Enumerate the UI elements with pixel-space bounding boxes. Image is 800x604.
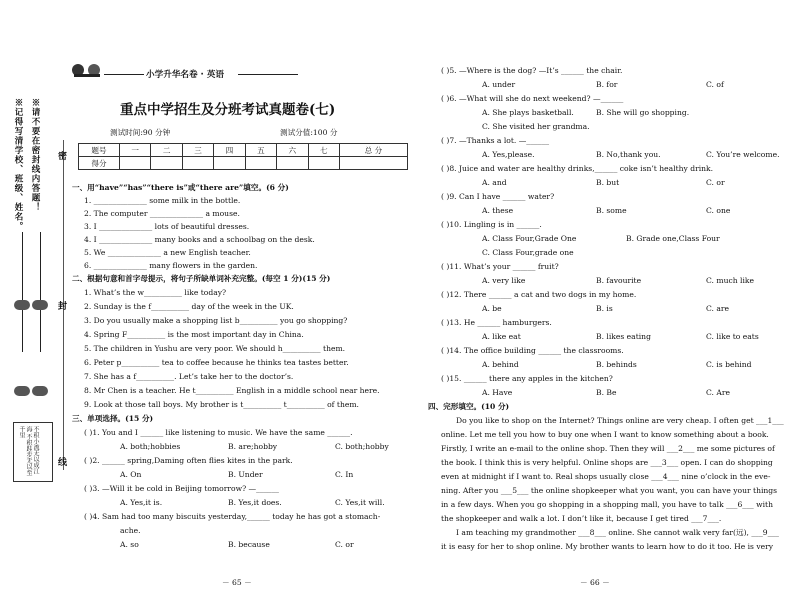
score-cell[interactable] [182, 157, 213, 170]
sec2-heading: 二、根据句意和首字母提示，将句子所缺单词补充完整。(每空 1 分)(15 分) [72, 274, 331, 283]
mc-option-a[interactable]: A. like eat [482, 332, 521, 341]
mc-option-c[interactable]: C. Yes,it will. [335, 498, 385, 507]
seal-mi: 密 [58, 152, 68, 162]
field-line-1 [22, 232, 23, 352]
seal-xian: 线 [58, 458, 68, 468]
mc-option-b[interactable]: B. Be [596, 388, 617, 397]
mc-question: ( )11. What’s your ______ fruit? [441, 262, 559, 271]
mc-option-c[interactable]: C. She visited her grandma. [482, 122, 590, 131]
sidebar-notice: ※请不要在密封线内答题！ [30, 98, 40, 212]
score-head-2: 二 [151, 144, 182, 157]
test-time: 测试时间:90 分钟 [110, 128, 171, 137]
mc-option-b[interactable]: B. but [596, 178, 620, 187]
seal-feng: 封 [58, 302, 68, 312]
mc-question: ( )15. ______ there any apples in the kitchen? [441, 374, 613, 383]
sec1-item: 3. I ______________ lots of beautiful dresses. [84, 222, 250, 231]
sec4-heading: 四、完形填空。(10 分) [428, 402, 510, 411]
mc-option-c[interactable]: C. one [706, 206, 731, 215]
cloze-line: ning. After you ___5___ the online shopkeeper what you want, you can have your things [441, 486, 778, 495]
series-title: 小学升华名卷 · 英语 [146, 70, 224, 80]
score-cell[interactable] [339, 157, 407, 170]
score-head-7: 七 [308, 144, 339, 157]
field-line-2 [40, 232, 41, 352]
mc-question: ( )13. He ______ hamburgers. [441, 318, 552, 327]
sec1-item: 5. We ______________ a new English teacher. [84, 248, 251, 257]
mc-option-b[interactable]: B. for [596, 80, 618, 89]
mc-option-b[interactable]: B. Grade one,Class Four [626, 234, 720, 243]
mc-option-b[interactable]: B. some [596, 206, 627, 215]
mc-question: ( )1. You and I ______ like listening to music. We have the same ______. [84, 428, 353, 437]
mc-question: ( )2. ______ spring,Daming often flies kites in the park. [84, 456, 293, 465]
sec2-item: 8. Mr Chen is a teacher. He t__________ English in a middle school near here. [84, 386, 380, 395]
mc-question: ( )9. Can I have ______ water? [441, 192, 555, 201]
sec2-item: 6. Peter p__________ tea to coffee because he thinks tea tastes better. [84, 358, 349, 367]
mc-question: ( )12. There ______ a cat and two dogs in my home. [441, 290, 637, 299]
mc-option-c[interactable]: C. or [335, 540, 354, 549]
mc-option-a[interactable]: A. and [482, 178, 507, 187]
sec1-heading: 一、用“have”“has”“there is”或“there are”填空。(6 分) [72, 183, 289, 192]
score-label: 得分 [79, 157, 120, 170]
sec2-item: 7. She has a f__________. Let’s take her to the doctor’s. [84, 372, 294, 381]
test-score: 测试分值:100 分 [280, 128, 338, 137]
score-head-4: 四 [214, 144, 245, 157]
mc-option-b[interactable]: B. She will go shopping. [596, 108, 690, 117]
mc-question: ( )6. —What will she do next weekend? —______ [441, 94, 624, 103]
cloze-line: Firstly, I write an e-mail to the online shop. Then they will ___2___ me some pictures of [441, 444, 775, 453]
sec2-item: 3. Do you usually make a shopping list b__________ you go shopping? [84, 316, 348, 325]
score-table [78, 143, 408, 170]
motto-text: 不积小流无以成江海 不积跬步无以至千里 [18, 426, 39, 476]
mc-option-b[interactable]: B. likes eating [596, 332, 651, 341]
sec1-item: 6. ______________ many flowers in the garden. [84, 261, 258, 270]
sec2-item: 4. Spring F__________ is the most important day in China. [84, 330, 304, 339]
field-number-label [32, 386, 48, 396]
score-head-0: 题号 [79, 144, 120, 157]
mc-question: ( )4. Sam had too many biscuits yesterday,______ today he has got a stomach- [84, 512, 381, 521]
sec1-item: 2. The computer ______________ a mouse. [84, 209, 240, 218]
cloze-line: Do you like to shop on the Internet? Things online are very cheap. I often get ___1___ [456, 416, 784, 425]
mc-option-c[interactable]: C. like to eats [706, 332, 759, 341]
score-head-1: 一 [120, 144, 151, 157]
field-school-label [14, 300, 30, 310]
sec2-item: 5. The children in Yushu are very poor. We should h__________ them. [84, 344, 346, 353]
sec2-item: 2. Sunday is the f__________ day of the week in the UK. [84, 302, 294, 311]
mc-option-b[interactable]: B. favourite [596, 276, 642, 285]
mc-option-a[interactable]: A. these [482, 206, 514, 215]
mc-option-a[interactable]: A. Class Four,Grade One [482, 234, 577, 243]
mc-option-a[interactable]: A. so [120, 540, 139, 549]
mc-option-a[interactable]: A. under [482, 80, 516, 89]
sec1-item: 1. ______________ some milk in the bottle. [84, 196, 241, 205]
mc-option-a[interactable]: A. She plays basketball. [482, 108, 574, 117]
mc-option-c[interactable]: C. Are [706, 388, 730, 397]
field-name-label [14, 386, 30, 396]
page-number-right: － 66 － [580, 578, 610, 587]
mc-option-c[interactable]: C. is behind [706, 360, 752, 369]
header-rule-right [238, 74, 298, 75]
score-head-3: 三 [182, 144, 213, 157]
cloze-line: the shopkeeper and walk a lot. I don’t like it, because I get tired ___7___. [441, 514, 722, 523]
mc-option-b[interactable]: B. Under [228, 470, 263, 479]
mc-option-c[interactable]: C. of [706, 80, 724, 89]
score-cell[interactable] [120, 157, 151, 170]
score-cell[interactable] [277, 157, 308, 170]
score-head-6: 六 [277, 144, 308, 157]
cloze-line: in a few days. When you go shopping in a shopping mall, you have to talk ___6___ with [441, 500, 773, 509]
cloze-line: I am teaching my grandmother ___8___ online. She cannot walk very far(远), ___9___ [456, 528, 779, 537]
mc-option-a[interactable]: A. be [482, 304, 502, 313]
mc-option-c[interactable]: C. You’re welcome. [706, 150, 780, 159]
mc-option-b[interactable]: B. are;hobby [228, 442, 278, 451]
score-head-total: 总 分 [339, 144, 407, 157]
mc-option-a[interactable]: A. both;hobbies [120, 442, 181, 451]
header-rule-left [104, 74, 144, 75]
cloze-line: even at midnight if I want to. Real shops usually close ___4___ nine o’clock in the eve- [441, 472, 771, 481]
mc-option-b[interactable]: B. No,thank you. [596, 150, 661, 159]
sec1-item: 4. I ______________ many books and a schoolbag on the desk. [84, 235, 315, 244]
mc-question: ( )14. The office building ______ the classrooms. [441, 346, 624, 355]
mc-option-b[interactable]: B. is [596, 304, 613, 313]
mc-option-a[interactable]: A. very like [482, 276, 526, 285]
sec3-heading: 三、单项选择。(15 分) [72, 414, 154, 423]
logo-icon [70, 62, 104, 78]
mc-question: ( )10. Lingling is in ______. [441, 220, 542, 229]
cloze-line: the book. I think this is very helpful. Online shops are ___3___ open. I can do shopping [441, 458, 773, 467]
mc-option-a[interactable]: A. behind [482, 360, 519, 369]
mc-option-c[interactable]: C. or [706, 178, 725, 187]
score-cell[interactable] [308, 157, 339, 170]
mc-question: ( )5. —Where is the dog? —It’s ______ the chair. [441, 66, 623, 75]
mc-option-a[interactable]: A. Have [482, 388, 513, 397]
cloze-line: online. Let me tell you how to buy one when I want to know something about a book. [441, 430, 769, 439]
mc-option-c[interactable]: C. both;hobby [335, 442, 389, 451]
score-cell[interactable] [214, 157, 245, 170]
mc-option-c[interactable]: C. In [335, 470, 354, 479]
mc-option-a[interactable]: A. Yes,please. [482, 150, 535, 159]
mc-option-a[interactable]: A. On [120, 470, 142, 479]
mc-option-b[interactable]: B. because [228, 540, 270, 549]
score-head-5: 五 [245, 144, 276, 157]
score-cell[interactable] [151, 157, 182, 170]
mc-option-c[interactable]: C. Class Four,grade one [482, 248, 574, 257]
mc-question: ( )7. —Thanks a lot. —______ [441, 136, 550, 145]
mc-question: ( )3. —Will it be cold in Beijing tomorrow? —______ [84, 484, 279, 493]
field-class-label [32, 300, 48, 310]
mc-option-b[interactable]: B. behinds [596, 360, 637, 369]
score-cell[interactable] [245, 157, 276, 170]
mc-option-c[interactable]: C. much like [706, 276, 754, 285]
mc-option-a[interactable]: A. Yes,it is. [120, 498, 163, 507]
sec2-item: 9. Look at those tall boys. My brother is t__________ t__________ of them. [84, 400, 359, 409]
cloze-line: it is easy for her to shop online. My brother wants to learn how to do it too. He is very [441, 542, 774, 551]
sidebar-remember: ※记得写清学校、班级、姓名。 [13, 98, 23, 231]
mc-question-cont: ache. [120, 526, 141, 535]
page-title: 重点中学招生及分班考试真题卷(七) [120, 102, 336, 118]
mc-question: ( )8. Juice and water are healthy drinks,______ coke isn’t healthy drink. [441, 164, 714, 173]
page-number-left: － 65 － [222, 578, 252, 587]
sec2-item: 1. What’s the w__________ like today? [84, 288, 227, 297]
mc-option-b[interactable]: B. Yes,it does. [228, 498, 282, 507]
mc-option-c[interactable]: C. are [706, 304, 730, 313]
